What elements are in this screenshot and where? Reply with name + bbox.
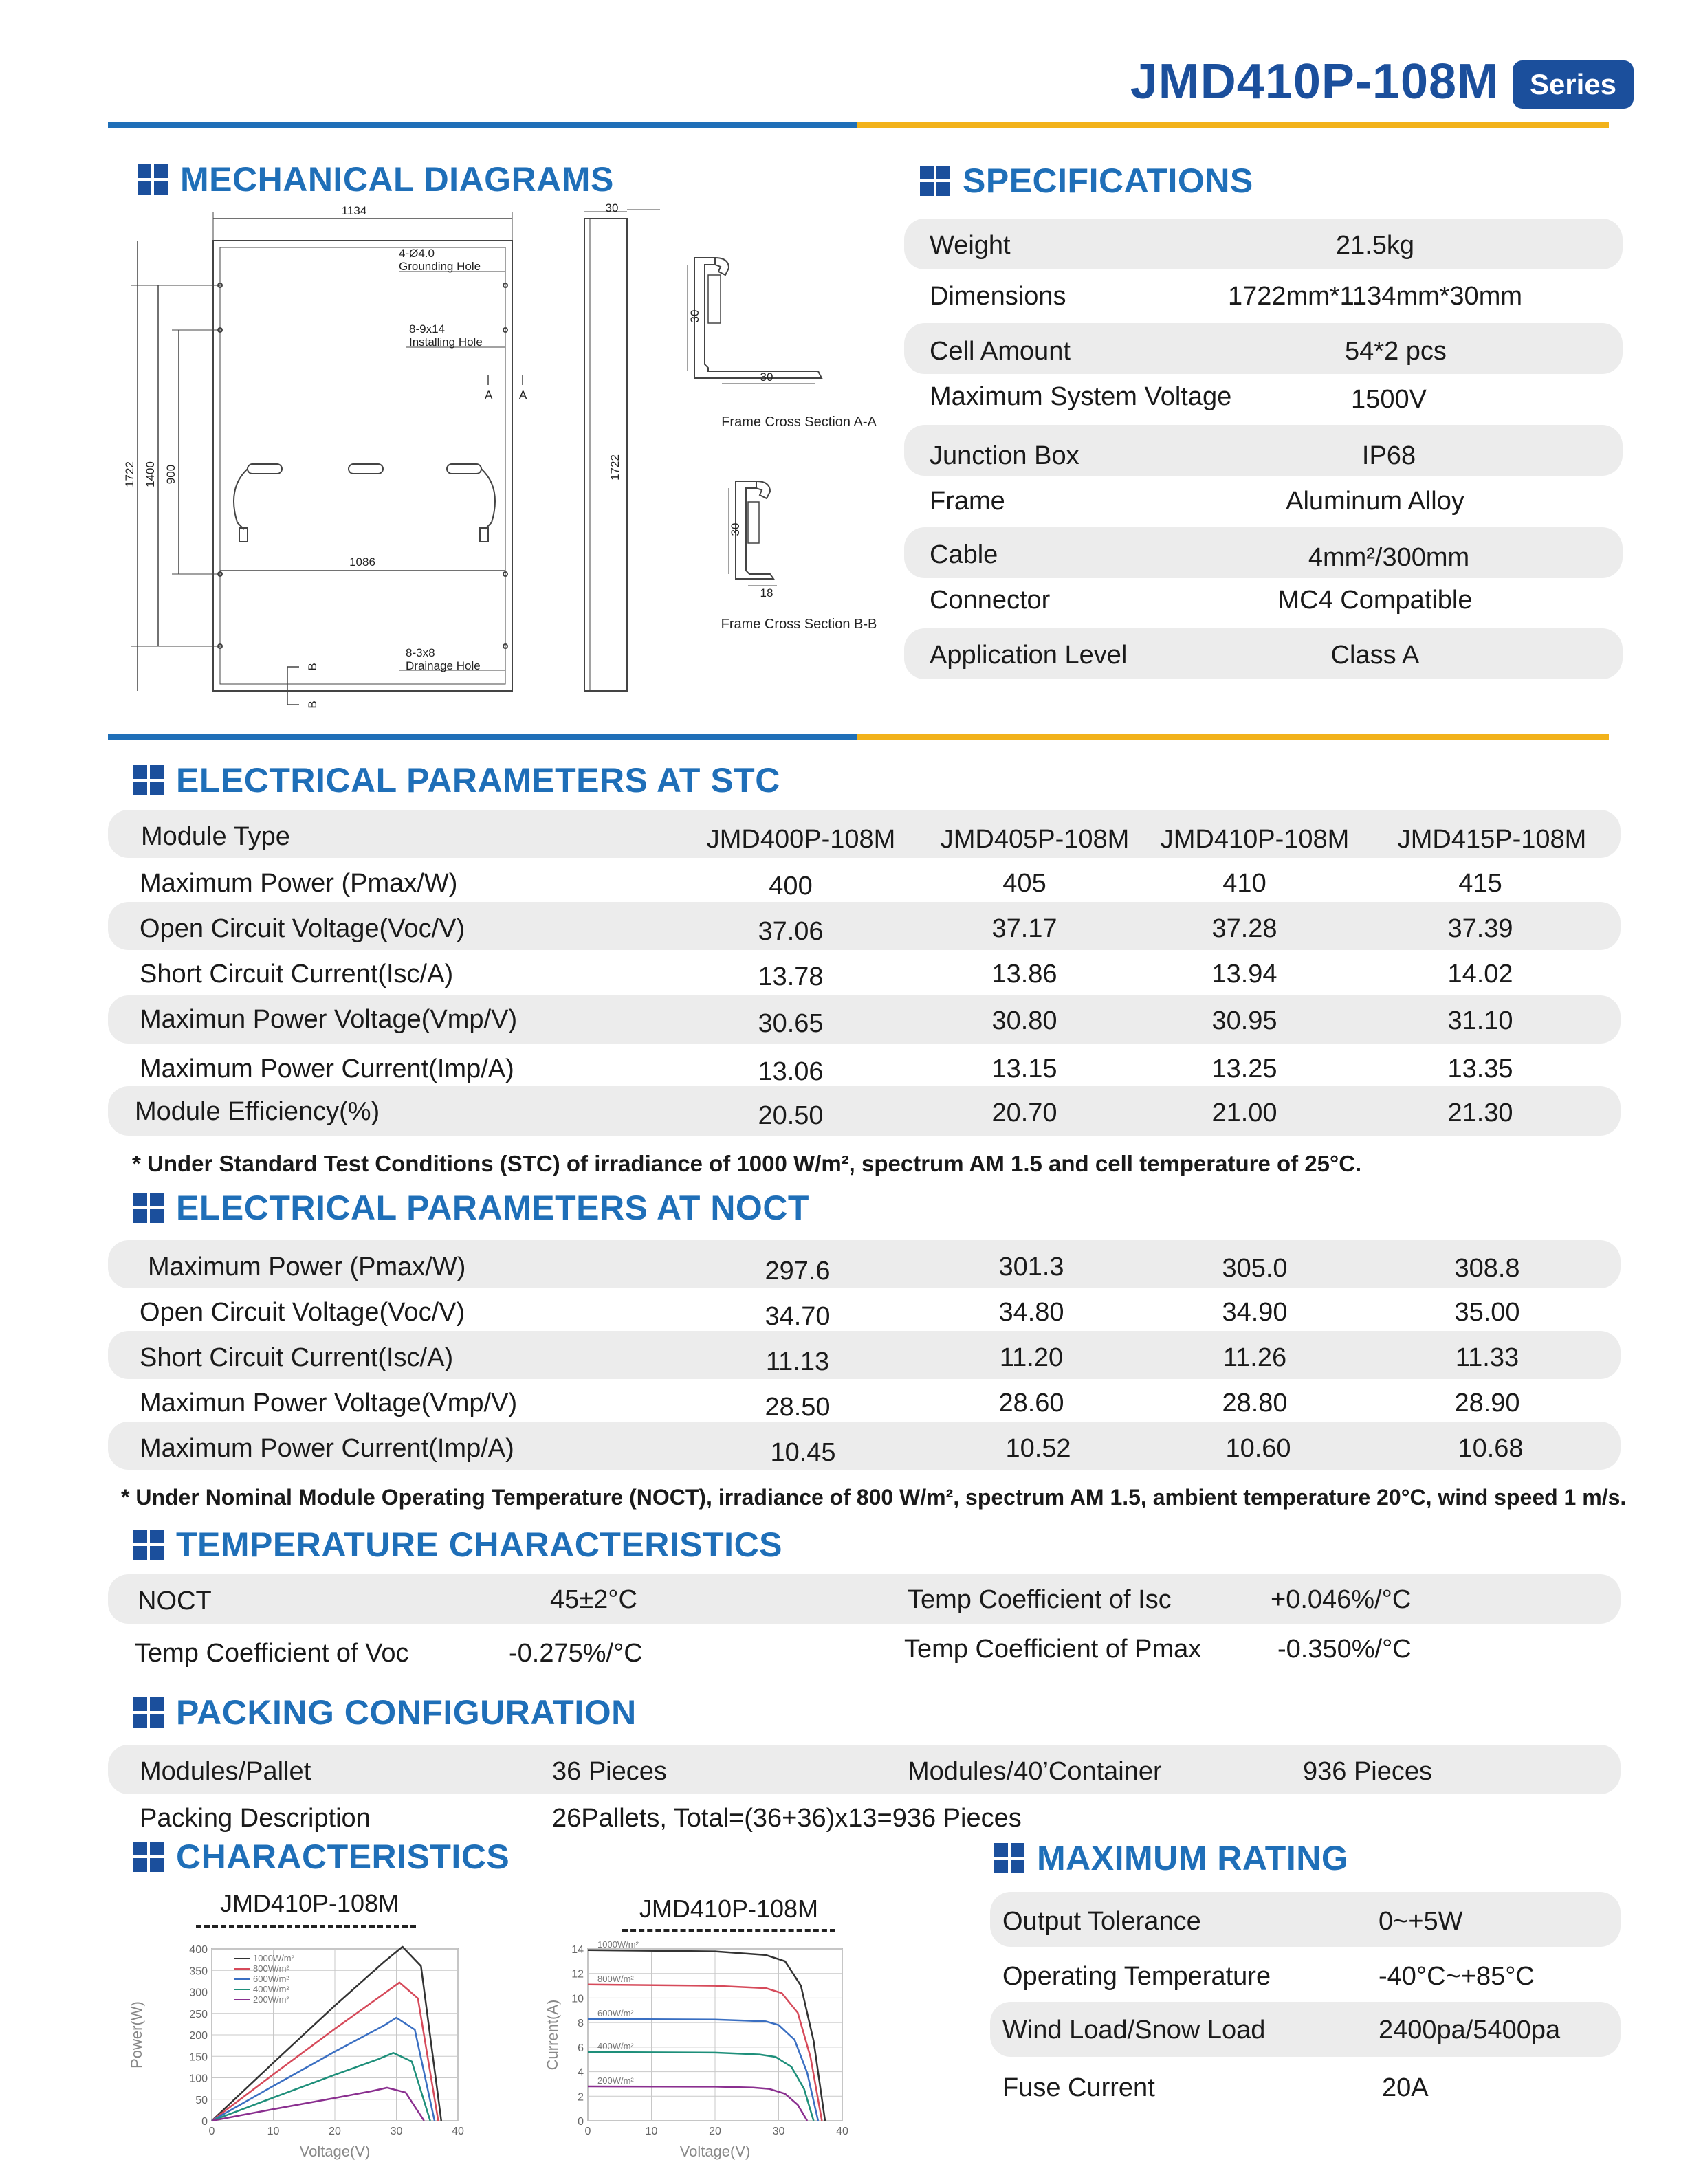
rating-label: Wind Load/Snow Load (1002, 2016, 1266, 2044)
noct-value: 28.90 (1454, 1389, 1520, 1418)
stc-value: 400 (769, 872, 813, 901)
stc-section-heading (133, 756, 780, 804)
container-label: Modules/40’Container (908, 1757, 1162, 1786)
packing-section-heading (133, 1688, 637, 1736)
spec-value: Class A (1330, 641, 1420, 670)
noct-value: 297.6 (765, 1257, 831, 1286)
x-tick-label: 0 (584, 2126, 591, 2137)
spec-label: Cable (930, 540, 998, 569)
y-tick-label: 300 (189, 1987, 208, 1999)
spec-value: IP68 (1361, 441, 1416, 470)
rating-value: -40°C~+85°C (1379, 1962, 1535, 1991)
y-tick-label: 4 (578, 2066, 584, 2079)
side-length: 1722 (608, 454, 622, 481)
noct-value: 308.8 (1454, 1254, 1520, 1283)
section-icon (920, 166, 950, 196)
y-tick-label: 50 (195, 2094, 208, 2106)
specifications-section-heading (920, 157, 1253, 205)
section-aa-width: 30 (760, 371, 773, 384)
noct-value: 34.70 (765, 1302, 831, 1331)
characteristics-section-heading (133, 1833, 509, 1881)
iv-chart-title: JMD410P-108M (639, 1895, 819, 1923)
series-badge: Series (1513, 60, 1634, 109)
characteristics-title: CHARACTERISTICS (176, 1838, 510, 1876)
noct-value: 28.80 (1222, 1389, 1288, 1418)
legend-label: 400W/m² (597, 2041, 634, 2051)
spec-value: 4mm²/300mm (1308, 543, 1470, 572)
stc-value: 405 (1002, 869, 1046, 898)
y-tick-label: 400 (189, 1944, 208, 1956)
spec-value: MC4 Compatible (1277, 586, 1473, 615)
legend-label: 1000W/m² (253, 1953, 294, 1963)
x-tick-label: 0 (208, 2126, 215, 2137)
iv-chart (540, 1935, 877, 2183)
y-axis-label: Power(W) (128, 2001, 145, 2069)
section-a-left: A (485, 388, 493, 401)
stc-model: JMD415P-108M (1397, 825, 1587, 854)
stc-header-label: Module Type (141, 822, 290, 851)
noct-row-label: Maximun Power Voltage(Vmp/V) (140, 1389, 518, 1418)
stc-value: 14.02 (1447, 960, 1513, 989)
section-icon (133, 1697, 164, 1728)
legend-label: 200W/m² (597, 2075, 634, 2086)
max-rating-title: MAXIMUM RATING (1037, 1839, 1349, 1877)
stc-value: 37.28 (1211, 914, 1277, 943)
rating-value: 0~+5W (1379, 1907, 1463, 1936)
noct-value: 305.0 (1222, 1254, 1288, 1283)
pallet-value: 36 Pieces (552, 1757, 667, 1786)
section-bb-width: 18 (760, 586, 773, 599)
drainage-label-1: 8-3x8 (406, 646, 435, 659)
stc-value: 31.10 (1447, 1006, 1513, 1035)
y-tick-label: 350 (189, 1965, 208, 1978)
stc-row-label: Maximum Power (Pmax/W) (140, 869, 458, 898)
stc-value: 13.78 (758, 962, 824, 991)
y-axis-label: Current(A) (544, 1999, 561, 2071)
noct-row-label: Maximum Power Current(Imp/A) (140, 1434, 514, 1463)
spec-value: 1722mm*1134mm*30mm (1227, 282, 1523, 311)
installing-label-1: 8-9x14 (409, 322, 445, 335)
x-tick-label: 40 (836, 2126, 848, 2137)
x-tick-label: 10 (267, 2126, 280, 2137)
packing-title: PACKING CONFIGURATION (176, 1693, 637, 1732)
x-tick-label: 30 (772, 2126, 785, 2137)
y-tick-label: 2 (578, 2091, 584, 2104)
stc-value: 21.30 (1447, 1099, 1513, 1127)
stc-value: 13.86 (991, 960, 1057, 989)
rating-label: Fuse Current (1002, 2073, 1155, 2102)
x-axis-label: Voltage(V) (679, 2143, 751, 2160)
noct-note: * Under Nominal Module Operating Temperature (NOCT), irradiance of 800 W/m², spectrum AM 1.5, ambient temperature 20°C, wind speed 1 m/s. (121, 1485, 1627, 1510)
rating-value: 20A (1382, 2073, 1429, 2102)
y-tick-label: 100 (189, 2073, 208, 2085)
spec-label: Connector (930, 586, 1051, 615)
header-divider (108, 122, 1609, 128)
y-tick-label: 14 (571, 1944, 584, 1956)
stc-value: 13.06 (758, 1057, 824, 1086)
dim-900: 900 (164, 464, 177, 485)
legend-label: 200W/m² (253, 1994, 289, 2005)
rating-label: Output Tolerance (1002, 1907, 1201, 1936)
noct-value: 10.60 (1225, 1434, 1291, 1463)
noct-value: 34.90 (1222, 1298, 1288, 1327)
stc-title: ELECTRICAL PARAMETERS AT STC (176, 761, 780, 799)
noct-value: 301.3 (998, 1253, 1064, 1281)
module-front-outline (213, 241, 512, 691)
spec-label: Junction Box (930, 441, 1079, 470)
spec-label: Frame (930, 487, 1005, 516)
stc-row-label: Open Circuit Voltage(Voc/V) (140, 914, 465, 943)
stc-row-label: Module Efficiency(%) (135, 1097, 380, 1126)
iv-title-underline (622, 1929, 835, 1932)
noct-value: 28.60 (998, 1389, 1064, 1418)
section-divider (108, 734, 1609, 740)
specifications-title: SPECIFICATIONS (963, 162, 1253, 200)
x-tick-label: 40 (452, 2126, 464, 2137)
temperature-section-heading (133, 1521, 782, 1569)
legend-label: 1000W/m² (597, 1939, 639, 1950)
y-tick-label: 150 (189, 2051, 208, 2064)
x-tick-label: 10 (645, 2126, 658, 2137)
pv-chart (124, 1935, 481, 2183)
section-icon (133, 1530, 164, 1560)
noct-value: 34.80 (998, 1298, 1064, 1327)
y-tick-label: 8 (578, 2018, 584, 2030)
stc-value: 13.35 (1447, 1055, 1513, 1083)
section-aa-height: 30 (688, 309, 701, 323)
installing-label-2: Installing Hole (409, 335, 483, 349)
stc-value: 30.65 (758, 1009, 824, 1038)
mechanical-section-heading (138, 155, 614, 203)
spec-label: Weight (930, 231, 1011, 260)
legend-label: 800W/m² (597, 1973, 634, 1984)
mechanical-drawing (117, 199, 887, 722)
grounding-label-1: 4-Ø4.0 (399, 247, 435, 260)
model-title: JMD410P-108M (1130, 54, 1499, 109)
temperature-title: TEMPERATURE CHARACTERISTICS (176, 1525, 783, 1564)
spec-value: 1500V (1351, 385, 1427, 414)
legend-label: 600W/m² (253, 1974, 289, 1984)
section-icon (133, 1193, 164, 1223)
dim-width-top: 1134 (341, 204, 367, 217)
section-icon (994, 1843, 1024, 1873)
y-tick-label: 200 (189, 2030, 208, 2042)
pallet-label: Modules/Pallet (140, 1757, 311, 1786)
rating-value: 2400pa/5400pa (1379, 2016, 1561, 2044)
noct-row-label: Maximum Power (Pmax/W) (148, 1253, 466, 1281)
noct-temp-label: NOCT (138, 1587, 212, 1615)
packing-desc-value: 26Pallets, Total=(36+36)x13=936 Pieces (552, 1804, 1022, 1833)
noct-value: 10.45 (770, 1438, 836, 1467)
spec-value: Aluminum Alloy (1286, 487, 1464, 516)
noct-row-label: Open Circuit Voltage(Voc/V) (140, 1298, 465, 1327)
stc-value: 37.06 (758, 917, 824, 946)
isc-coef-label: Temp Coefficient of Isc (908, 1585, 1172, 1614)
noct-value: 11.26 (1222, 1343, 1287, 1372)
stc-model: JMD400P-108M (706, 825, 896, 854)
packing-desc-label: Packing Description (140, 1804, 371, 1833)
y-tick-label: 0 (578, 2116, 584, 2128)
stc-value: 37.17 (991, 914, 1057, 943)
legend-label: 600W/m² (597, 2007, 634, 2018)
y-tick-label: 6 (578, 2042, 584, 2054)
noct-value: 10.68 (1458, 1434, 1524, 1463)
x-tick-label: 20 (329, 2126, 341, 2137)
section-b-top: B (306, 663, 319, 671)
dim-1086: 1086 (349, 555, 375, 569)
noct-value: 11.33 (1455, 1343, 1519, 1372)
spec-value: 21.5kg (1335, 231, 1415, 260)
grounding-label-2: Grounding Hole (399, 260, 481, 273)
voc-coef-label: Temp Coefficient of Voc (135, 1639, 409, 1668)
legend-label: 400W/m² (253, 1984, 289, 1994)
noct-value: 11.20 (999, 1343, 1064, 1372)
pmax-coef-label: Temp Coefficient of Pmax (904, 1635, 1202, 1664)
side-thickness: 30 (605, 201, 619, 214)
stc-model: JMD405P-108M (940, 825, 1130, 854)
stc-value: 20.70 (991, 1099, 1057, 1127)
noct-title: ELECTRICAL PARAMETERS AT NOCT (176, 1189, 809, 1227)
noct-row-label: Short Circuit Current(Isc/A) (140, 1343, 454, 1372)
stc-value: 415 (1458, 869, 1502, 898)
dim-1722: 1722 (123, 461, 136, 487)
noct-value: 28.50 (765, 1393, 831, 1422)
stc-note: * Under Standard Test Conditions (STC) of irradiance of 1000 W/m², spectrum AM 1.5 and cell temperature of 25°C. (132, 1151, 1362, 1176)
section-b-bottom: B (306, 701, 319, 709)
spec-label: Cell Amount (930, 337, 1071, 366)
stc-value: 20.50 (758, 1101, 824, 1130)
noct-value: 11.13 (765, 1347, 830, 1376)
pmax-coef-value: -0.350%/°C (1277, 1635, 1412, 1664)
noct-temp-value: 45±2°C (550, 1585, 637, 1614)
x-axis-label: Voltage(V) (299, 2143, 371, 2160)
x-tick-label: 20 (709, 2126, 721, 2137)
y-tick-label: 250 (189, 2008, 208, 2020)
isc-coef-value: +0.046%/°C (1271, 1585, 1412, 1614)
spec-label: Application Level (930, 641, 1128, 670)
stc-value: 21.00 (1211, 1099, 1277, 1127)
section-icon (133, 765, 164, 795)
section-icon (138, 164, 168, 195)
pv-title-underline (196, 1925, 416, 1928)
drainage-label-2: Drainage Hole (406, 659, 481, 672)
stc-value: 37.39 (1447, 914, 1513, 943)
spec-label: Maximum System Voltage (930, 382, 1232, 411)
frame-section-aa (694, 258, 822, 378)
stc-value: 30.95 (1211, 1006, 1277, 1035)
container-value: 936 Pieces (1303, 1757, 1433, 1786)
mechanical-title: MECHANICAL DIAGRAMS (180, 160, 614, 199)
section-icon (133, 1842, 164, 1872)
section-aa-caption: Frame Cross Section A-A (721, 415, 877, 430)
dim-1400: 1400 (144, 461, 157, 487)
section-bb-caption: Frame Cross Section B-B (721, 617, 877, 632)
section-bb-height: 30 (729, 522, 742, 536)
stc-row-label: Maximun Power Voltage(Vmp/V) (140, 1005, 518, 1034)
noct-value: 10.52 (1005, 1434, 1071, 1463)
stc-value: 30.80 (991, 1006, 1057, 1035)
stc-model: JMD410P-108M (1160, 825, 1350, 854)
legend-label: 800W/m² (253, 1963, 289, 1974)
spec-label: Dimensions (930, 282, 1066, 311)
section-a-right: A (519, 388, 527, 401)
noct-value: 35.00 (1454, 1298, 1520, 1327)
rating-label: Operating Temperature (1002, 1962, 1271, 1991)
noct-section-heading (133, 1184, 809, 1232)
stc-row-label: Short Circuit Current(Isc/A) (140, 960, 454, 989)
x-tick-label: 30 (390, 2126, 403, 2137)
y-tick-label: 10 (571, 1993, 584, 2005)
y-tick-label: 0 (201, 2116, 208, 2128)
stc-value: 13.94 (1211, 960, 1277, 989)
stc-value: 410 (1222, 869, 1266, 898)
stc-value: 13.25 (1211, 1055, 1277, 1083)
voc-coef-value: -0.275%/°C (509, 1639, 643, 1668)
pv-chart-title: JMD410P-108M (219, 1889, 399, 1917)
stc-row-label: Maximum Power Current(Imp/A) (140, 1055, 514, 1083)
y-tick-label: 12 (571, 1968, 584, 1981)
max-rating-section-heading (994, 1834, 1348, 1882)
spec-value: 54*2 pcs (1345, 337, 1447, 366)
stc-value: 13.15 (991, 1055, 1057, 1083)
